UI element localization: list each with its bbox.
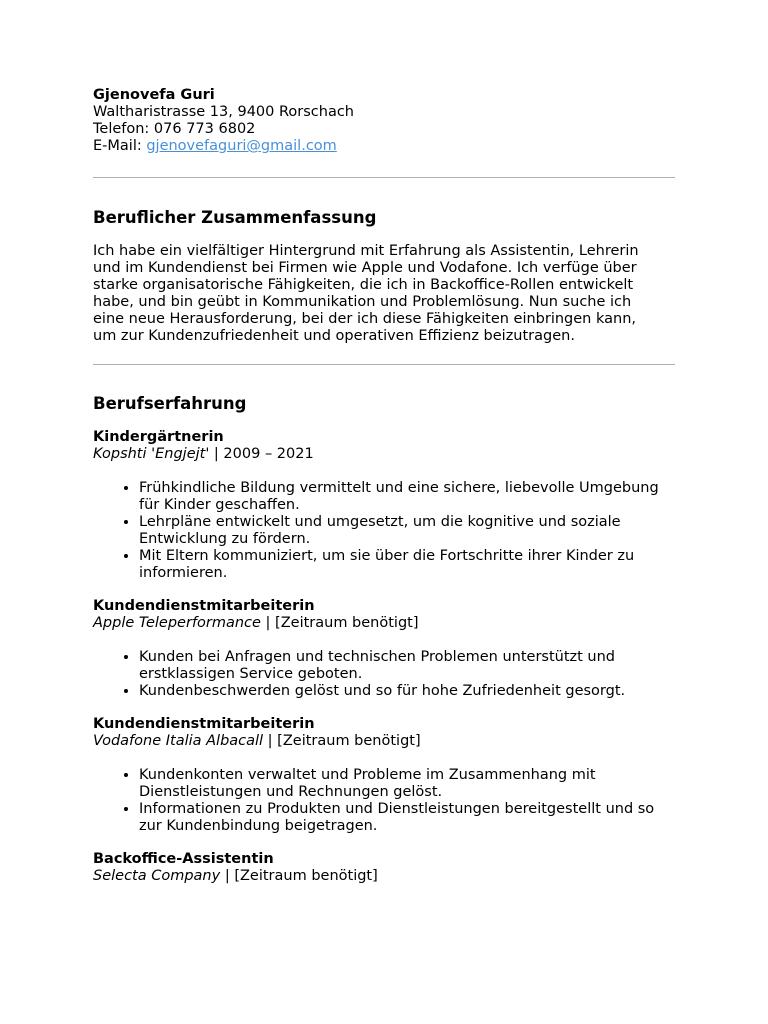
- list-item: • Kundenbeschwerden gelöst und so für hohe Zufriedenheit gesorgt.: [139, 683, 675, 700]
- list-item: • Frühkindliche Bildung vermittelt und eine sichere, liebevolle Umgebung für Kinder geschaffen.: [139, 480, 675, 514]
- job-title: Kundendienstmitarbeiterin: [93, 716, 315, 732]
- divider: [93, 177, 675, 178]
- list-item: • Informationen zu Produkten und Dienstleistungen bereitgestellt und so zur Kundenbindung beigetragen.: [139, 801, 675, 835]
- job-entry: [93, 598, 675, 700]
- job-period: | [Zeitraum benötigt]: [220, 868, 378, 884]
- email-label: E-Mail:: [93, 138, 147, 154]
- job-meta: [93, 615, 675, 632]
- list-item: • Mit Eltern kommuniziert, um sie über die Fortschritte ihrer Kinder zu informieren.: [139, 548, 675, 582]
- summary-text: Ich habe ein vielfältiger Hintergrund mit Erfahrung als Assistentin, Lehrerin und im Kundendienst bei Firmen wie Apple und Vodafone. Ich verfüge über starke organisatorische Fähigkeiten, die ich in Backoffice-Rollen entwickelt habe, und bin geübt in Kommunikation und Problemlösung. Nun suche ich eine neue Herausforderung, bei der ich diese Fähigkeiten einbringen kann, um zur Kundenzufriedenheit und operativen Effizienz beizutragen.: [93, 243, 639, 344]
- phone: Telefon: 076 773 6802: [93, 121, 256, 137]
- job-title: Kindergärtnerin: [93, 429, 224, 445]
- job-company: Kopshti 'Engjejt': [93, 446, 210, 462]
- summary-heading: Beruflicher Zusammenfassung: [93, 208, 377, 227]
- applicant-name: Gjenovefa Guri: [93, 87, 215, 103]
- email-link[interactable]: gjenovefaguri@gmail.com: [146, 138, 337, 154]
- address: Waltharistrasse 13, 9400 Rorschach: [93, 104, 354, 120]
- job-entry: [93, 716, 675, 835]
- list-item: • Lehrpläne entwickelt und umgesetzt, um die kognitive und soziale Entwicklung zu fördern.: [139, 514, 675, 548]
- list-item: • Kundenkonten verwaltet und Probleme im Zusammenhang mit Dienstleistungen und Rechnungen gelöst.: [139, 767, 675, 801]
- divider: [93, 364, 675, 365]
- email-line: [93, 138, 675, 155]
- job-period: | 2009 – 2021: [209, 446, 314, 462]
- job-meta: [93, 733, 675, 750]
- job-company: Selecta Company: [93, 868, 221, 884]
- job-meta: [93, 446, 675, 463]
- job-entry: [93, 429, 675, 582]
- job-period: | [Zeitraum benötigt]: [260, 615, 419, 631]
- list-item: • Kunden bei Anfragen und technischen Problemen unterstützt und erstklassigen Service geboten.: [139, 649, 675, 683]
- job-bullets: [93, 480, 675, 582]
- job-bullets: [93, 767, 675, 835]
- job-meta: [93, 868, 675, 885]
- job-period: | [Zeitraum benötigt]: [263, 733, 421, 749]
- job-bullets: [93, 649, 675, 700]
- job-company: Vodafone Italia Albacall: [93, 733, 264, 749]
- job-entry: [93, 851, 675, 885]
- experience-heading: Berufserfahrung: [93, 394, 247, 413]
- job-company: Apple Teleperformance: [93, 615, 261, 631]
- job-title: Kundendienstmitarbeiterin: [93, 598, 315, 614]
- job-title: Backoffice-Assistentin: [93, 851, 274, 867]
- contact-block: [93, 87, 675, 155]
